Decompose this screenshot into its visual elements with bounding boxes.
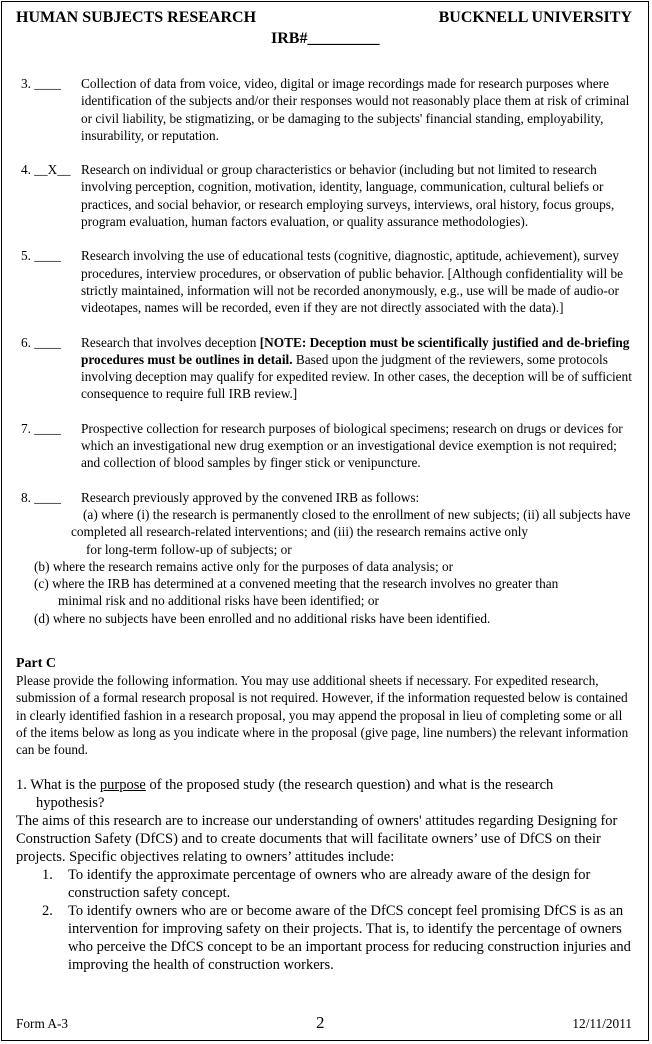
item-8-sub-a: (a) where (i) the research is permanently closed to the enrollment of new subjects; (ii) all subjects have completed all research-related interventions; and (iii) the research remains active only — [71, 506, 631, 540]
item-6-deception-note: [NOTE: Deception must be scientifically justified and de-briefing procedures must be outlines in detail. — [81, 334, 630, 367]
item-7 — [16, 420, 632, 472]
item-6-text-a: Research that involves deception — [81, 334, 260, 350]
item-8-sub-c-cont: minimal risk and no additional risks have been identified; or — [58, 593, 379, 609]
question-1-answer: The aims of this research are to increase our understanding of owners' attitudes regarding Designing for Construction Safety (DfCS) and to create documents that will facilitate owners’ use of DfCS on their projects. Specific objectives relating to owners’ attitudes include: — [16, 812, 618, 865]
header-university: BUCKNELL UNIVERSITY — [438, 9, 632, 26]
item-6-checkbox-line[interactable]: 6. ____ — [21, 334, 61, 350]
objective-text: To identify the approximate percentage of owners who are already aware of the design for construction safety concept. — [68, 866, 591, 901]
question-1-purpose: purpose — [99, 776, 146, 793]
part-c-title: Part C — [16, 656, 57, 672]
objective-number: 1. — [42, 866, 53, 883]
footer-page-number: 2 — [316, 1013, 325, 1032]
item-8-sub-c: (c) where the IRB has determined at a convened meeting that the research involves no greater than — [34, 576, 559, 592]
objective-text: To identify owners who are or become aware of the DfCS concept feel promising DfCS is as an intervention for improving safety on their projects. That is, to identify the percentage of owners who perceive the DfCS concept to be an important process for reducing construction injuries and improving the health of construction workers. — [68, 902, 631, 973]
question-1-cont: hypothesis? — [36, 794, 105, 811]
item-8-checkbox-line[interactable]: 8. ____ — [21, 489, 61, 505]
item-3 — [16, 75, 632, 144]
item-3-checkbox-line[interactable]: 3. ____ — [21, 76, 61, 91]
item-4-text: Research on individual or group characteristics or behavior (including but not limited to research involving perception, cognition, motivation, identity, language, communication, cultural beliefs or practices, and social behavior, or research employing surveys, interviews, oral history, focus groups, program evaluation, human factors evaluation, or quality assurance methodologies). — [81, 162, 615, 230]
item-5 — [16, 247, 632, 316]
item-8 — [16, 489, 632, 627]
part-c-instructions: Please provide the following information. You may use additional sheets if necessary. For expedited research, submission of a formal research proposal is not required. However, if the information requested below is contained in clearly identified fashion in a research proposal, you may append the proposal in lieu of completing some or all of the items below as long as you indicate where in the proposal (give page, line numbers) the relevant information can be found. — [16, 673, 629, 758]
item-8-sub-a-cont: for long-term follow-up of subjects; or — [86, 541, 292, 557]
objective-item — [16, 866, 632, 902]
objective-number: 2. — [42, 902, 53, 919]
header-irb-number: IRB#_________ — [271, 30, 380, 47]
item-7-text: Prospective collection for research purposes of biological specimens; research on drugs or devices for which an investigational new drug exemption or an investigational device exemption is not required; and collection of blood samples by finger stick or venipuncture. — [81, 420, 623, 471]
item-6-text-b: Based upon the judgment of the reviewers, some protocols involving deception may qualify for expedited review. In other cases, the deception will be of sufficient consequence to require full IRB review.] — [81, 351, 632, 402]
item-8-sub-d: (d) where no subjects have been enrolled and no additional risks have been identified. — [34, 610, 491, 626]
item-5-checkbox-line[interactable]: 5. ____ — [21, 248, 61, 264]
objectives-list — [16, 866, 632, 974]
question-1-post: of the proposed study (the research question) and what is the research — [145, 776, 554, 793]
item-3-text: Collection of data from voice, video, digital or image recordings made for research purposes where identification of the subjects and/or their responses would not reasonably place them at risk of criminal or civil liability, be stigmatizing, or be damaging to the subjects' financial standing, employability, insurability, or reputation. — [81, 76, 630, 143]
objective-item — [16, 902, 632, 974]
item-6 — [16, 334, 632, 403]
document-body — [16, 75, 632, 974]
question-1-pre: 1. What is the — [16, 776, 100, 793]
header-institution-left: HUMAN SUBJECTS RESEARCH — [16, 9, 257, 26]
item-8-sub-b: (b) where the research remains active only for the purposes of data analysis; or — [34, 558, 454, 574]
footer-date: 12/11/2011 — [572, 1016, 632, 1031]
item-5-text: Research involving the use of educational tests (cognitive, diagnostic, aptitude, achievement), survey procedures, interview procedures, or observation of public behavior. [Although confidentiality will be strictly maintained, information will not be recorded anonymously, e.g., use will be made of audio-or videotapes, names will be recorded, even if they are not directly associated with the data).] — [81, 248, 624, 316]
item-4-checkbox-line[interactable]: 4. __X__ — [21, 162, 71, 178]
footer-form-id: Form A-3 — [16, 1016, 69, 1031]
item-8-text: Research previously approved by the convened IRB as follows: — [81, 489, 420, 505]
item-7-checkbox-line[interactable]: 7. ____ — [21, 420, 61, 436]
question-1 — [16, 776, 632, 812]
item-4 — [16, 161, 632, 230]
